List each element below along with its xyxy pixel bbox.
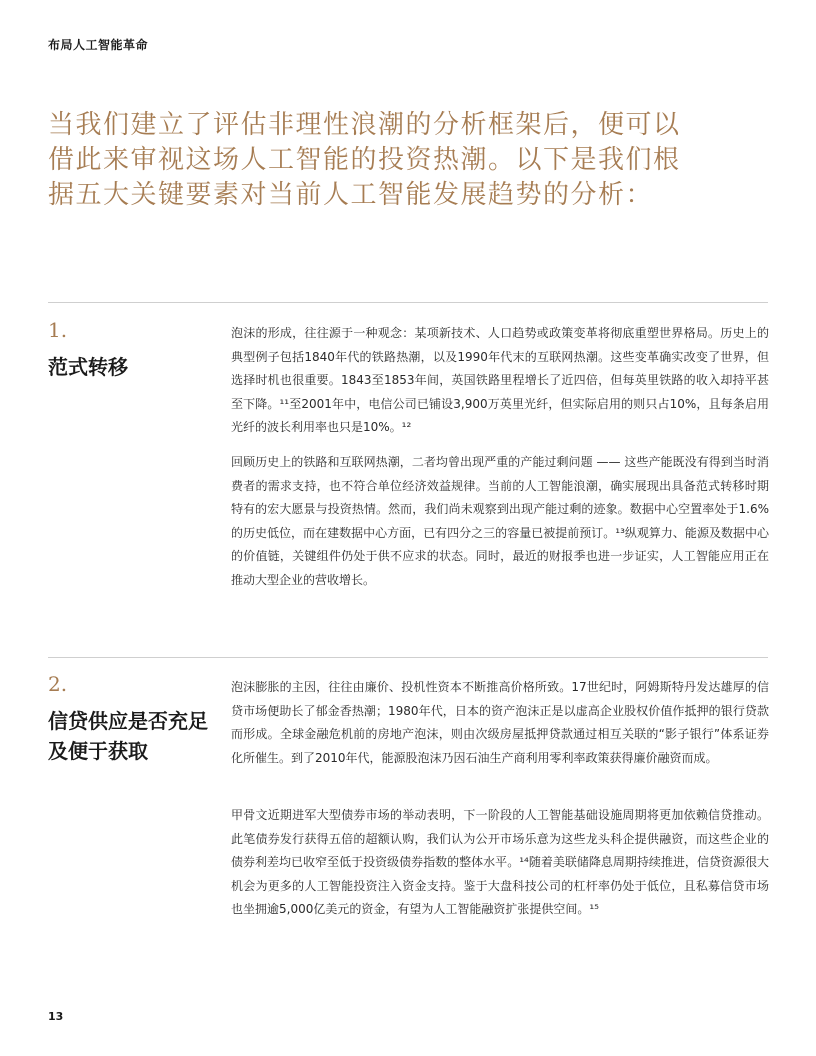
section-1-title: 范式转移 <box>48 355 128 379</box>
section-divider <box>48 302 768 303</box>
section-2-title: 信贷供应是否充足及便于获取 <box>48 709 208 763</box>
intro-statement: 当我们建立了评估非理性浪潮的分析框架后，便可以借此来审视这场人工智能的投资热潮。以下是我们根据五大关键要素对当前人工智能发展趋势的分析： <box>48 110 681 210</box>
section-2-paragraph-2: 甲骨文近期进军大型债券市场的举动表明，下一阶段的人工智能基础设施周期将更加依赖信贷推动。此笔债券发行获得五倍的超额认购，我们认为公开市场乐意为这些龙头科企提供融资，而这些企业的债券利差均已收窄至低于投资级债券指数的整体水平。¹⁴随着美联储降息周期持续推进，信贷资源很大机会为更多的人工智能投资注入资金支持。鉴于大盘科技公司的杠杆率仍处于低位，且私募信贷市场也坐拥逾5,000亿美元的资金，有望为人工智能融资扩张提供空间。¹⁵ <box>231 808 769 916</box>
section-2-number: 2. <box>48 672 68 696</box>
section-divider <box>48 657 768 658</box>
running-header: 布局人工智能革命 <box>48 38 149 52</box>
section-2-paragraph-1: 泡沫膨胀的主因，往往由廉价、投机性资本不断推高价格所致。17世纪时，阿姆斯特丹发达雄厚的信贷市场便助长了郁金香热潮；1980年代，日本的资产泡沫正是以虚高企业股权价值作抵押的银行贷款而形成。全球金融危机前的房地产泡沫，则由次级房屋抵押贷款通过相互关联的“影子银行”体系证券化所催生。到了2010年代，能源股泡沫乃因石油生产商利用零利率政策获得廉价融资而成。 <box>231 680 769 765</box>
section-1-paragraph-2: 回顾历史上的铁路和互联网热潮，二者均曾出现严重的产能过剩问题 —— 这些产能既没有得到当时消费者的需求支持，也不符合单位经济效益规律。当前的人工智能浪潮，确实展现出具备范式转移时期特有的宏大愿景与投资热情。然而，我们尚未观察到出现产能过剩的迹象。数据中心空置率处于1.6%的历史低位，而在建数据中心方面，已有四分之三的容量已被提前预订。¹³纵观算力、能源及数据中心的价值链，关键组件仍处于供不应求的状态。同时，最近的财报季也进一步证实，人工智能应用正在推动大型企业的营收增长。 <box>231 455 769 587</box>
section-1-number: 1. <box>48 318 68 342</box>
page-number: 13 <box>48 1010 64 1023</box>
section-1-paragraph-1: 泡沫的形成，往往源于一种观念：某项新技术、人口趋势或政策变革将彻底重塑世界格局。历史上的典型例子包括1840年代的铁路热潮，以及1990年代末的互联网热潮。这些变革确实改变了世界，但选择时机也很重要。1843至1853年间，英国铁路里程增长了近四倍，但每英里铁路的收入却持平甚至下降。¹¹至2001年中，电信公司已铺设3,900万英里光纤，但实际启用的则只占10%，且每条启用光纤的波长利用率也只是10%。¹² <box>231 326 769 434</box>
